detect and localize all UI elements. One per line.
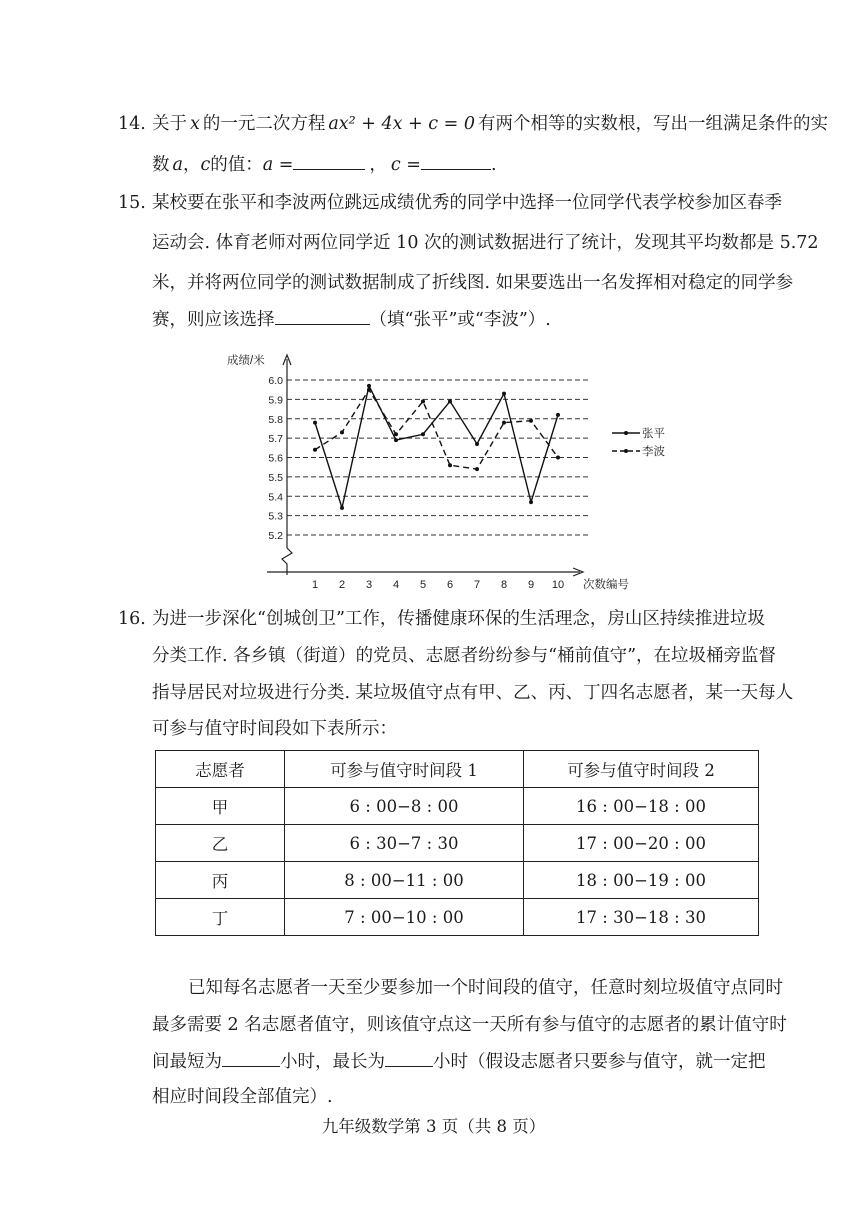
data-point bbox=[556, 456, 560, 460]
x-tick-label: 7 bbox=[473, 579, 481, 591]
x-tick-label: 9 bbox=[527, 579, 535, 591]
table-header-row bbox=[156, 751, 759, 788]
table-row bbox=[156, 899, 759, 936]
y-tick-label: 5.5 bbox=[268, 471, 283, 484]
y-tick-label: 5.9 bbox=[268, 394, 283, 407]
q16-para2: 最多需要 2 名志愿者值守，则该值守点这一天所有参与值守的志愿者的累计值守时 bbox=[152, 1015, 787, 1035]
table-row bbox=[156, 788, 759, 825]
q16-line3: 指导居民对垃圾进行分类. 某垃圾值守点有甲、乙、丙、丁四名志愿者，某一天每人 bbox=[152, 683, 794, 703]
data-point bbox=[529, 500, 533, 504]
q15-answer-blank[interactable] bbox=[275, 308, 370, 325]
q15-number: 15. bbox=[118, 193, 146, 213]
table-cell: 8 : 00−11 : 00 bbox=[285, 862, 524, 899]
q16-para1: 已知每名志愿者一天至少要参加一个时间段的值守，任意时刻垃圾值守点同时 bbox=[188, 978, 783, 998]
table-cell: 7 : 00−10 : 00 bbox=[285, 899, 524, 936]
table-cell: 丁 bbox=[156, 899, 285, 936]
data-point bbox=[394, 432, 398, 436]
q15-line2: 运动会. 体育老师对两位同学近 10 次的测试数据进行了统计，发现其平均数都是 5.72 bbox=[152, 233, 819, 253]
chart-series bbox=[313, 384, 560, 510]
table-cell: 17 : 30−18 : 30 bbox=[524, 899, 759, 936]
q14-var-c: c bbox=[200, 155, 211, 175]
chart-axes bbox=[267, 355, 583, 576]
q14-line1 bbox=[152, 113, 828, 135]
axis-break-mark bbox=[282, 548, 292, 575]
data-point bbox=[421, 399, 425, 403]
table-cell: 6 : 30−7 : 30 bbox=[285, 825, 524, 862]
q16-para4: 相应时间段全部值完）. bbox=[152, 1087, 333, 1107]
q14-var-a: a bbox=[172, 155, 183, 175]
data-point bbox=[448, 463, 452, 467]
y-tick-label: 5.3 bbox=[268, 510, 283, 523]
q15-line3: 米，并将两位同学的测试数据制成了折线图. 如果要选出一名发挥相对稳定的同学参 bbox=[152, 273, 794, 293]
y-tick-label: 6.0 bbox=[268, 375, 283, 387]
q14-a-eq: a = bbox=[262, 155, 294, 175]
table-row bbox=[156, 862, 759, 899]
table-header-cell: 可参与值守时间段 1 bbox=[285, 751, 524, 788]
q16-text: 间最短为 bbox=[152, 1052, 222, 1072]
q15-line1: 某校要在张平和李波两位跳远成绩优秀的同学中选择一位同学代表学校参加区春季 bbox=[152, 193, 782, 213]
q14-text: ， bbox=[182, 155, 201, 175]
table-header-cell: 可参与值守时间段 2 bbox=[524, 751, 759, 788]
table-cell: 16 : 00−18 : 00 bbox=[524, 788, 759, 825]
y-tick-label: 5.8 bbox=[268, 413, 283, 426]
data-point bbox=[475, 467, 479, 471]
data-point bbox=[502, 392, 506, 396]
series-line-1 bbox=[315, 386, 558, 508]
data-point bbox=[367, 388, 371, 392]
q15-text: 赛，则应该选择 bbox=[152, 310, 275, 330]
table-cell: 乙 bbox=[156, 825, 285, 862]
table-cell: 18 : 00−19 : 00 bbox=[524, 862, 759, 899]
line-chart bbox=[215, 345, 665, 595]
y-tick-label: 5.2 bbox=[268, 530, 283, 542]
q16-text: 小时，最长为 bbox=[280, 1052, 385, 1072]
q16-para3 bbox=[152, 1050, 766, 1073]
q15-text: （填“张平”或“李波”）. bbox=[369, 310, 551, 330]
page-footer: 九年级数学第 3 页（共 8 页） bbox=[321, 1117, 546, 1136]
table-cell: 丙 bbox=[156, 862, 285, 899]
q14-equation: ax² + 4x + c = 0 bbox=[328, 114, 475, 134]
q14-text: 有两个相等的实数根，写出一组满足条件的实 bbox=[478, 114, 828, 134]
q16-line4: 可参与值守时间段如下表所示： bbox=[152, 719, 397, 739]
x-tick-label: 2 bbox=[338, 579, 346, 591]
x-tick-label: 10 bbox=[551, 579, 565, 591]
table-cell: 甲 bbox=[156, 788, 285, 825]
x-tick-label: 3 bbox=[365, 579, 373, 591]
data-point bbox=[340, 430, 344, 434]
data-point bbox=[448, 399, 452, 403]
q14-text: . bbox=[490, 155, 497, 175]
x-axis-label: 次数编号 bbox=[583, 579, 629, 591]
q16-text: 小时（假设志愿者只要参与值守，就一定把 bbox=[433, 1052, 766, 1072]
legend-label: 张平 bbox=[642, 428, 665, 440]
q14-number: 14. bbox=[118, 114, 146, 134]
data-point bbox=[502, 421, 506, 425]
q15-line4 bbox=[152, 308, 551, 331]
legend-label: 李波 bbox=[642, 446, 665, 458]
x-tick-label: 6 bbox=[446, 579, 454, 591]
q14-text: ， bbox=[369, 155, 387, 175]
data-point bbox=[313, 421, 317, 425]
chart-legend bbox=[612, 427, 665, 458]
data-point bbox=[421, 432, 425, 436]
legend-marker bbox=[624, 431, 628, 435]
q14-answer-c-blank[interactable] bbox=[421, 153, 491, 170]
q14-answer-a-blank[interactable] bbox=[293, 153, 365, 170]
q16-number: 16. bbox=[118, 609, 146, 629]
q14-c-eq: c = bbox=[390, 155, 421, 175]
q16-line1: 为进一步深化“创城创卫”工作，传播健康环保的生活理念，房山区持续推进垃圾 bbox=[152, 609, 765, 629]
y-tick-label: 5.7 bbox=[268, 433, 283, 446]
q14-line2 bbox=[152, 153, 497, 176]
y-tick-label: 5.4 bbox=[268, 491, 283, 504]
data-point bbox=[394, 438, 398, 442]
data-point bbox=[340, 506, 344, 510]
data-point bbox=[475, 442, 479, 446]
y-tick-label: 5.6 bbox=[268, 452, 283, 465]
q14-text: 数 bbox=[152, 155, 170, 175]
x-tick-label: 5 bbox=[419, 579, 427, 591]
q14-text: 关于 bbox=[152, 114, 187, 134]
data-point bbox=[556, 413, 560, 417]
q16-line2: 分类工作. 各乡镇（街道）的党员、志愿者纷纷参与“桶前值守”，在垃圾桶旁监督 bbox=[152, 646, 777, 666]
table-row bbox=[156, 825, 759, 862]
table-cell: 6 : 00−8 : 00 bbox=[285, 788, 524, 825]
x-tick-label: 8 bbox=[500, 579, 508, 591]
x-tick-label: 1 bbox=[311, 579, 319, 591]
legend-marker bbox=[624, 449, 628, 453]
q14-text: 的一元二次方程 bbox=[202, 114, 326, 134]
data-point bbox=[313, 448, 317, 452]
q16-answer-min-blank[interactable] bbox=[222, 1050, 280, 1067]
q14-text: 的值： bbox=[210, 155, 263, 175]
data-point bbox=[529, 419, 533, 423]
data-point bbox=[367, 384, 371, 388]
q14-var-x: x bbox=[190, 114, 200, 134]
q16-answer-max-blank[interactable] bbox=[385, 1050, 433, 1067]
volunteer-table bbox=[155, 750, 759, 936]
table-header-cell: 志愿者 bbox=[156, 751, 285, 788]
y-axis-label: 成绩/米 bbox=[227, 355, 265, 367]
table-cell: 17 : 00−20 : 00 bbox=[524, 825, 759, 862]
x-tick-label: 4 bbox=[392, 579, 400, 591]
